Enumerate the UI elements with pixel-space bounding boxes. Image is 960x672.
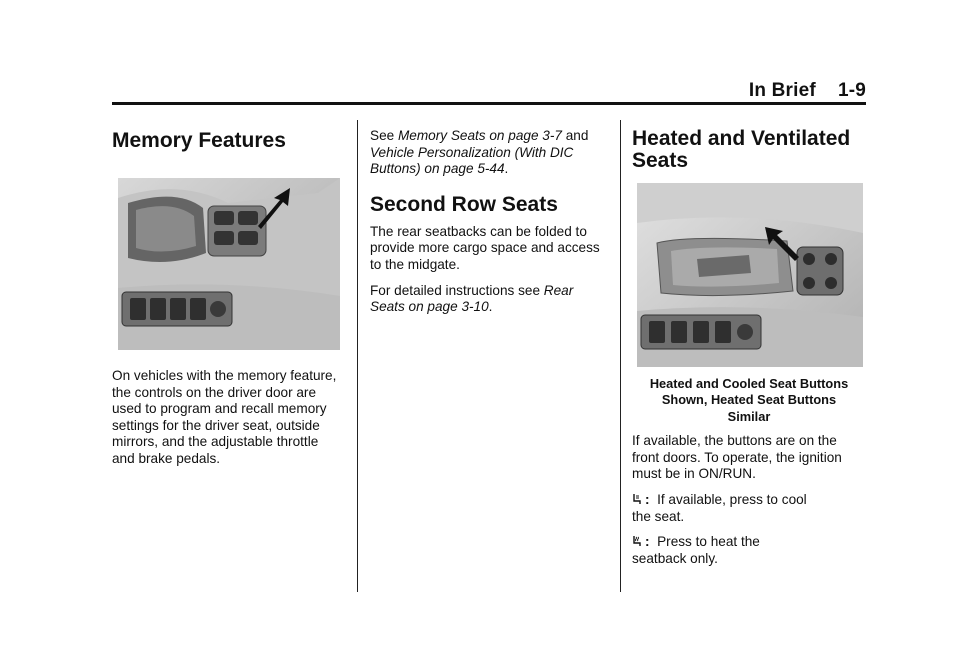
rear-seats-link[interactable]: Rear Seats on page 3-10	[370, 282, 574, 315]
caption-line3: Similar	[727, 408, 771, 424]
see-end: .	[504, 161, 509, 177]
heat-button-description	[632, 534, 866, 567]
page-header	[112, 76, 866, 105]
heated-seats-para1: If available, the buttons are on the front doors. To operate, the ignition must be in ON/RUN.	[632, 433, 842, 482]
column-memory-features	[112, 120, 344, 152]
memory-features-body-wrap	[112, 368, 344, 468]
cool-colon: :	[645, 492, 650, 507]
para2-prefix: For detailed instructions see	[370, 282, 544, 298]
heat-text2: seatback only.	[632, 550, 718, 566]
column-second-row	[370, 128, 608, 316]
see-prefix: See	[370, 128, 398, 143]
see-also-paragraph	[370, 128, 608, 178]
heading-line1: Heated and Ventilated	[632, 127, 851, 150]
heat-text: Press to heat the	[657, 534, 760, 550]
column-divider	[357, 120, 358, 592]
heated-seatback-icon	[632, 535, 642, 547]
memory-features-heading: Memory Features	[112, 129, 286, 152]
heated-seat-buttons-illustration	[637, 183, 863, 367]
column-heated-seats	[632, 128, 866, 172]
header-text	[749, 80, 866, 102]
cool-text: If available, press to cool	[657, 492, 807, 507]
cool-button-description	[632, 492, 866, 525]
vehicle-personalization-link[interactable]: Vehicle Personalization (With DIC Buttons) on page 5-44	[370, 144, 574, 177]
para2-end: .	[488, 299, 493, 315]
memory-controls-illustration	[118, 178, 340, 350]
second-row-seats-heading: Second Row Seats	[370, 192, 558, 216]
page-number: 1-9	[837, 80, 866, 101]
memory-seats-link[interactable]: Memory Seats on page 3-7	[397, 128, 562, 143]
heated-seats-heading	[632, 128, 866, 172]
caption-line2: Shown, Heated Seat Buttons	[661, 392, 837, 408]
see-and: and	[561, 128, 589, 143]
heated-seats-caption-wrap	[632, 376, 866, 567]
column-divider	[620, 120, 621, 592]
second-row-para1: The rear seatbacks can be folded to provide more cargo space and access to the midgate.	[370, 223, 600, 272]
memory-features-body: On vehicles with the memory feature, the controls on the driver door are used to program and recall memory settings for the driver seat, outside mirrors, and the adjustable throttle and brake pedals.	[112, 368, 337, 466]
caption-line1: Heated and Cooled Seat Buttons	[649, 376, 849, 391]
cooled-seat-icon	[632, 493, 642, 505]
second-row-para2	[370, 283, 608, 316]
heading-line2: Seats	[632, 149, 689, 172]
illustration-caption	[632, 376, 866, 425]
heat-colon: :	[645, 534, 650, 550]
section-title: In Brief	[748, 80, 816, 101]
cool-text2: the seat.	[632, 508, 685, 524]
